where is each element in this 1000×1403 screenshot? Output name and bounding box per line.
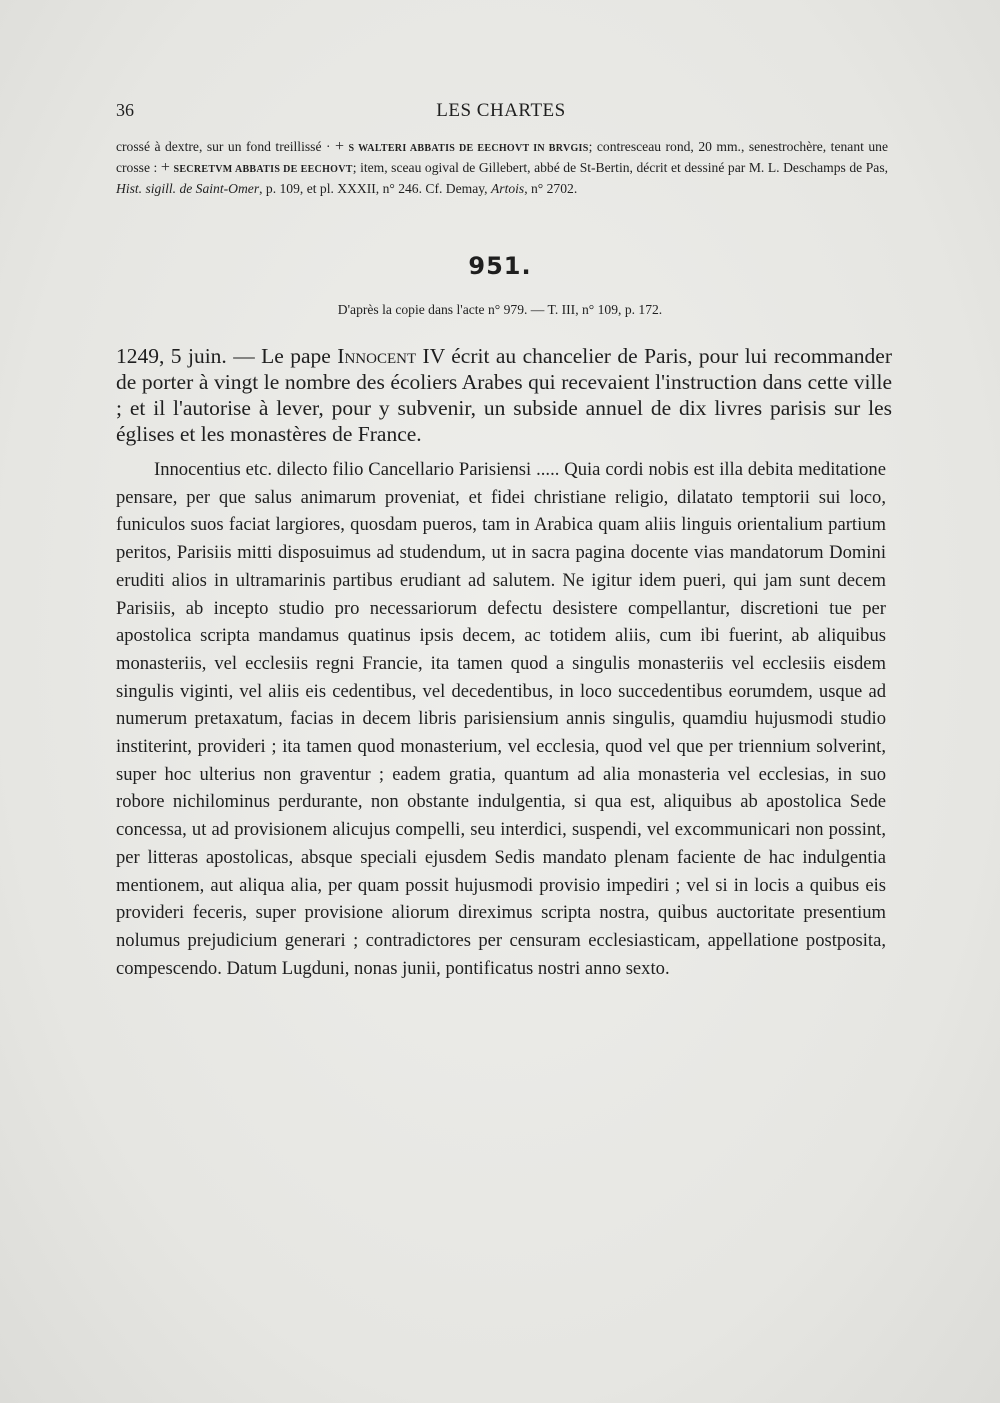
document-number: 951. xyxy=(468,252,532,280)
document-summary xyxy=(116,343,892,447)
charter-text: Innocentius etc. dilecto filio Cancellario Parisiensi ..... Quia cordi nobis est illa debita meditatione pensare, per que salus animarum proveniat, et fidei christiane religio, dilatato temptorii sui loco, funiculos suos faciat largiores, quosdam pueros, tam in Arabica quam aliis linguis orientalium partium peritos, Parisiis mitti disposuimus ad studendum, ut in sacra pagina docente vias mandatorum Domini eruditi alios in ultramarinis partibus erudiant ad salutem. Ne igitur idem pueri, qui jam sunt decem Parisiis, ab incepto studio pro necessariorum defectu desistere compellantur, discretioni tue per apostolica scripta mandamus quatinus ipsis decem, ac totidem aliis, cum ibi fuerint, ab aliquibus monasteriis, vel ecclesiis regni Francie, ita tamen quod a singulis monasteriis vel ecclesiis eisdem singulis viginti, vel aliis eis cedentibus, vel decedentibus, in loco succedentibus eorumdem, usque ad numerum pretaxatum, facias in decem libris parisiensium annis singulis, quamdiu hujusmodi studio institerint, provideri ; ita tamen quod monasterium, vel ecclesia, quod vel que per triennium solverint, super hoc ulterius non graventur ; eadem gratia, quantum ad alia monasteria vel ecclesias, in suo robore nichilominus perdurante, non obstante indulgentia, si qua est, aliquibus ab apostolica Sede concessa, ut ad provisionem alicujus compelli, seu interdici, suspendi, vel excommunicari non possint, per litteras apostolicas, absque speciali ejusdem Sedis mandato plenam faciente de hac indulgentia mentionem, aut aliqua alia, per quam possit hujusmodi provisio impediri ; vel si in locis a quibus eis provideri feceris, super provisione aliorum direximus scripta nostra, quibus auctoritate presentium nolumus prejudicium generari ; contradictores per censuram ecclesiasticam, appellatione postposita, compescendo. Datum Lugduni, nonas junii, pontificatus nostri anno sexto. xyxy=(116,459,886,979)
note-text-1: crossé à dextre, sur un fond treillissé · xyxy=(116,139,331,154)
seal-legend-2: SECRETVM ABBATIS DE EECHOVT xyxy=(173,164,353,175)
reference-title-2: Artois xyxy=(490,181,525,196)
cross-icon: + xyxy=(335,138,345,155)
page-header xyxy=(116,100,886,130)
note-text-3: ; item, sceau ogival de Gillebert, abbé de St-Bertin, décrit et dessiné par M. L. Deschamps de Pas, xyxy=(352,160,889,175)
page-number: 36 xyxy=(116,100,134,120)
note-text-2: ; contresceau rond, 20 mm., senestrochère, tenant une crosse : xyxy=(116,139,889,175)
note-text-5: , n° 2702. xyxy=(524,181,578,196)
pope-name: Innocent xyxy=(337,344,417,368)
seal-description-note xyxy=(116,137,888,198)
cross-icon: + xyxy=(160,159,170,176)
seal-legend-1: S WALTERI ABBATIS DE EECHOVT IN BRVGIS xyxy=(348,143,589,154)
reference-title: Hist. sigill. de Saint-Omer xyxy=(116,181,260,196)
running-title: LES CHARTES xyxy=(436,100,566,121)
note-text-4: , p. 109, et pl. XXXII, n° 246. Cf. Demay, xyxy=(259,181,488,196)
document-source: D'après la copie dans l'acte n° 979. — T. III, n° 109, p. 172. xyxy=(337,302,663,317)
summary-date: 1249, 5 juin. — Le pape xyxy=(116,344,331,368)
summary-text: IV écrit au chancelier de Paris, pour lui recommander de porter à vingt le nombre des écoliers Arabes qui recevaient l'instruction dans cette ville ; et il l'autorise à lever, pour y subvenir, un subside annuel de dix livres parisis sur les églises et les monastères de France. xyxy=(116,344,893,446)
